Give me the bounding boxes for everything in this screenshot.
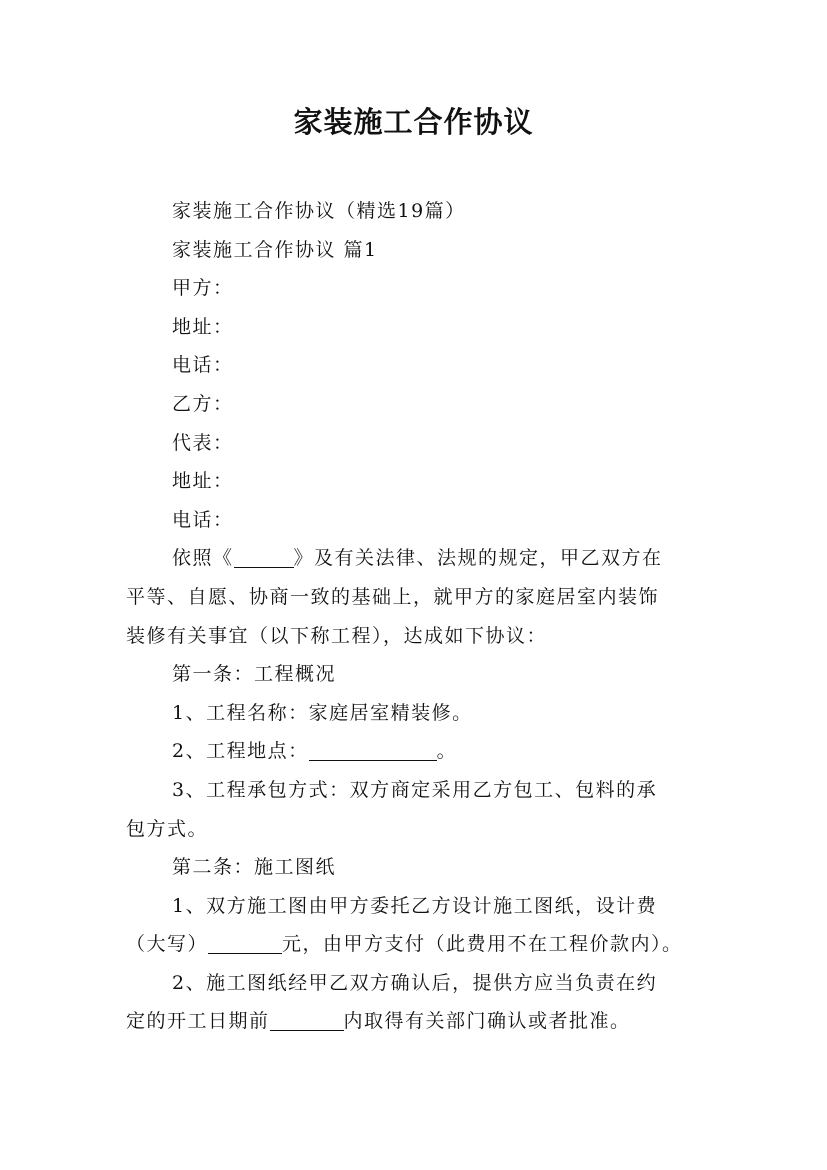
line-text: 内取得有关部门确认或者批准。 <box>343 1010 631 1033</box>
paragraph-line: 地址： <box>172 470 234 493</box>
paragraph-line: 地址： <box>172 315 234 338</box>
paragraph-line <box>126 925 726 964</box>
paragraph-line: 平等、自愿、协商一致的基础上，就甲方的家庭居室内装饰 <box>126 585 660 608</box>
line-text: 依照《 <box>172 547 234 570</box>
paragraph-line: 第一条：工程概况 <box>172 663 337 686</box>
paragraph-line: 1、双方施工图由甲方委托乙方设计施工图纸，设计费 <box>172 894 658 917</box>
paragraph-line <box>126 539 726 578</box>
fill-in-blank <box>208 931 282 954</box>
line-text: 》及有关法律、法规的规定，甲乙双方在 <box>293 547 663 570</box>
paragraph-line: 电话： <box>172 354 234 377</box>
fill-in-blank <box>309 738 437 761</box>
paragraph-line: 第二条：施工图纸 <box>172 856 337 879</box>
paragraph-line: 家装施工合作协议（精选19篇） <box>172 200 466 222</box>
line-text: 。 <box>436 740 458 763</box>
paragraph-line: 装修有关事宜（以下称工程），达成如下协议： <box>126 624 548 647</box>
paragraph-line: 2、施工图纸经甲乙双方确认后，提供方应当负责在约 <box>172 971 658 994</box>
line-text: （大写） <box>126 933 209 956</box>
document-title: 家装施工合作协议 <box>293 105 534 139</box>
fill-in-blank <box>234 545 294 568</box>
fill-in-blank <box>270 1008 344 1031</box>
paragraph-line <box>126 1002 726 1041</box>
paragraph-line: 乙方： <box>172 392 234 415</box>
paragraph-line: 家装施工合作协议 篇1 <box>172 238 378 261</box>
line-text: 元，由甲方支付（此费用不在工程价款内）。 <box>282 933 683 956</box>
paragraph-line: 3、工程承包方式：双方商定采用乙方包工、包料的承 <box>172 778 658 801</box>
paragraph-line: 1、工程名称：家庭居室精装修。 <box>172 701 473 724</box>
paragraph-line <box>126 732 726 771</box>
line-text: 定的开工日期前 <box>126 1010 270 1033</box>
paragraph-line: 电话： <box>172 508 234 531</box>
paragraph-line: 甲方： <box>172 277 234 300</box>
document-body <box>126 192 726 1041</box>
paragraph-line: 包方式。 <box>126 817 209 840</box>
line-text: 2、工程地点： <box>172 740 309 763</box>
paragraph-line: 代表： <box>172 431 234 454</box>
